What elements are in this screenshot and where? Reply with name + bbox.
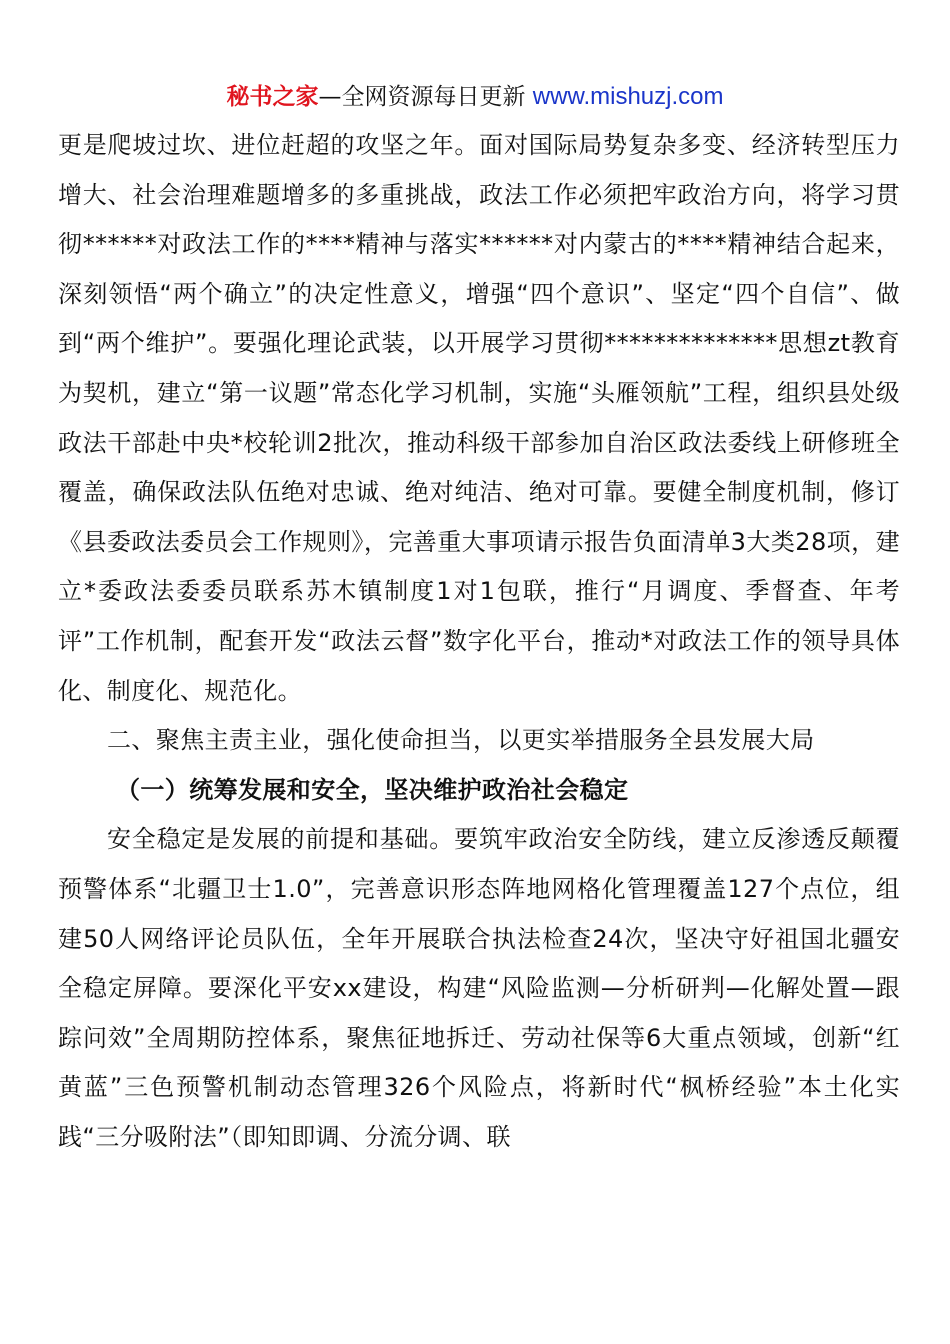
body-paragraph: 更是爬坡过坎、进位赶超的攻坚之年。面对国际局势复杂多变、经济转型压力增大、社会治理难题增多的多重挑战，政法工作必须把牢政治方向，将学习贯彻******对政法工作的****精神与落实******对内蒙古的****精神结合起来，深刻领悟“两个确立”的决定性意义，增强“四个意识”、坚定“四个自信”、做到“两个维护”。要强化理论武装，以开展学习贯彻**************思想zt教育为契机，建立“第一议题”常态化学习机制，实施“头雁领航”工程，组织县处级政法干部赴中央*校轮训2批次，推动科级干部参加自治区政法委线上研修班全覆盖，确保政法队伍绝对忠诚、绝对纯洁、绝对可靠。要健全制度机制，修订《县委政法委员会工作规则》，完善重大事项请示报告负面清单3大类28项，建立*委政法委委员联系苏木镇制度1对1包联，推行“月调度、季督查、年考评”工作机制，配套开发“政法云督”数字化平台，推动*对政法工作的领导具体化、制度化、规范化。 bbox=[58, 131, 900, 705]
brand-name: 秘书之家 bbox=[226, 84, 319, 110]
document-header bbox=[0, 80, 950, 114]
subsection-heading: （一）统筹发展和安全，坚决维护政治社会稳定 bbox=[116, 775, 629, 804]
header-slogan: —全网资源每日更新 bbox=[318, 84, 533, 110]
document-body bbox=[58, 121, 900, 1162]
body-paragraph: 安全稳定是发展的前提和基础。要筑牢政治安全防线，建立反渗透反颠覆预警体系“北疆卫士1.0”，完善意识形态阵地网格化管理覆盖127个点位，组建50人网络评论员队伍，全年开展联合执法检查24次，坚决守好祖国北疆安全稳定屏障。要深化平安xx建设，构建“风险监测—分析研判—化解处置—跟踪问效”全周期防控体系，聚焦征地拆迁、劳动社保等6大重点领域，创新“红黄蓝”三色预警机制动态管理326个风险点，将新时代“枫桥经验”本土化实践“三分吸附法”（即知即调、分流分调、联 bbox=[58, 825, 900, 1151]
section-heading: 二、聚焦主责主业，强化使命担当，以更实举措服务全县发展大局 bbox=[107, 726, 815, 755]
site-url-link[interactable]: www.mishuzj.com bbox=[532, 83, 724, 110]
